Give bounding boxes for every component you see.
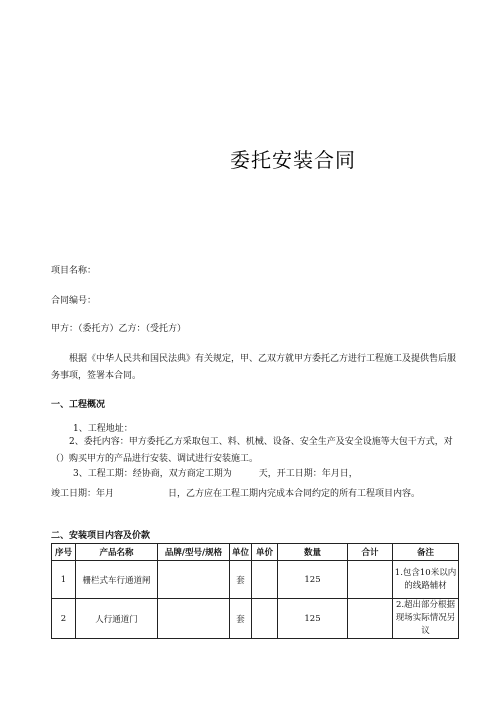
intro-text: 根据《中华人民共和国民法典》有关规定，甲、乙双方就甲方委托乙方进行工程施工及提供售后服务事项，签署本合同。 — [51, 354, 457, 381]
header-brand: 品牌/型号/规格 — [158, 544, 230, 561]
header-total: 合计 — [348, 544, 393, 561]
completion-date: 竣工日期：年月 日，乙方应在工程工期内完成本合同约定的所有工程项目内容。 — [51, 489, 421, 499]
header-quantity: 数量 — [278, 544, 348, 561]
row-no: 2 — [52, 599, 76, 639]
section1-heading: 一、工程概况 — [51, 400, 106, 410]
header-product-name: 产品名称 — [76, 544, 158, 561]
row-price — [252, 599, 278, 639]
row-total — [348, 561, 393, 599]
section2-heading: 二、安装项目内容及价款 — [51, 531, 151, 541]
items-table — [51, 543, 459, 639]
header-price: 单价 — [252, 544, 278, 561]
row-product-name: 栅栏式车行通道闸 — [76, 561, 158, 599]
row-total — [348, 599, 393, 639]
header-unit: 单位 — [230, 544, 252, 561]
row-quantity: 125 — [278, 561, 348, 599]
remark-note-1: 1.包含10米以内的线路辅材 — [393, 561, 459, 599]
commission-content — [51, 434, 456, 468]
row-no: 1 — [52, 561, 76, 599]
construction-period: 3、工程工期：经协商，双方商定工期为 天，开工日期：年月日， — [73, 469, 358, 479]
row-quantity: 125 — [278, 599, 348, 639]
project-address: 1、工程地址： — [73, 424, 133, 434]
document-title: 委托安装合同 — [230, 148, 356, 172]
row-brand — [158, 599, 230, 639]
table-header-row — [52, 544, 459, 561]
parties-field: 甲方：（委托方）乙方：（受托方） — [51, 324, 187, 334]
commission-text: 2、委托内容：甲方委托乙方采取包工、料、机械、设备、安全生产及安全设施等大包干方式，对（）购买甲方的产品进行安装、调试进行安装施工。 — [51, 437, 453, 464]
row-product-name: 人行通道门 — [76, 599, 158, 639]
remark-note-2: 2.超出部分根据现场实际情况另议 — [393, 599, 459, 639]
intro-paragraph — [51, 351, 456, 385]
row-unit: 套 — [230, 599, 252, 639]
header-no: 序号 — [52, 544, 76, 561]
row-brand — [158, 561, 230, 599]
contract-number-field: 合同编号： — [51, 296, 97, 306]
table-row — [52, 599, 459, 639]
table-row — [52, 561, 459, 599]
row-price — [252, 561, 278, 599]
project-name-field: 项目名称： — [51, 266, 97, 276]
row-unit: 套 — [230, 561, 252, 599]
header-remarks: 备注 — [393, 544, 459, 561]
